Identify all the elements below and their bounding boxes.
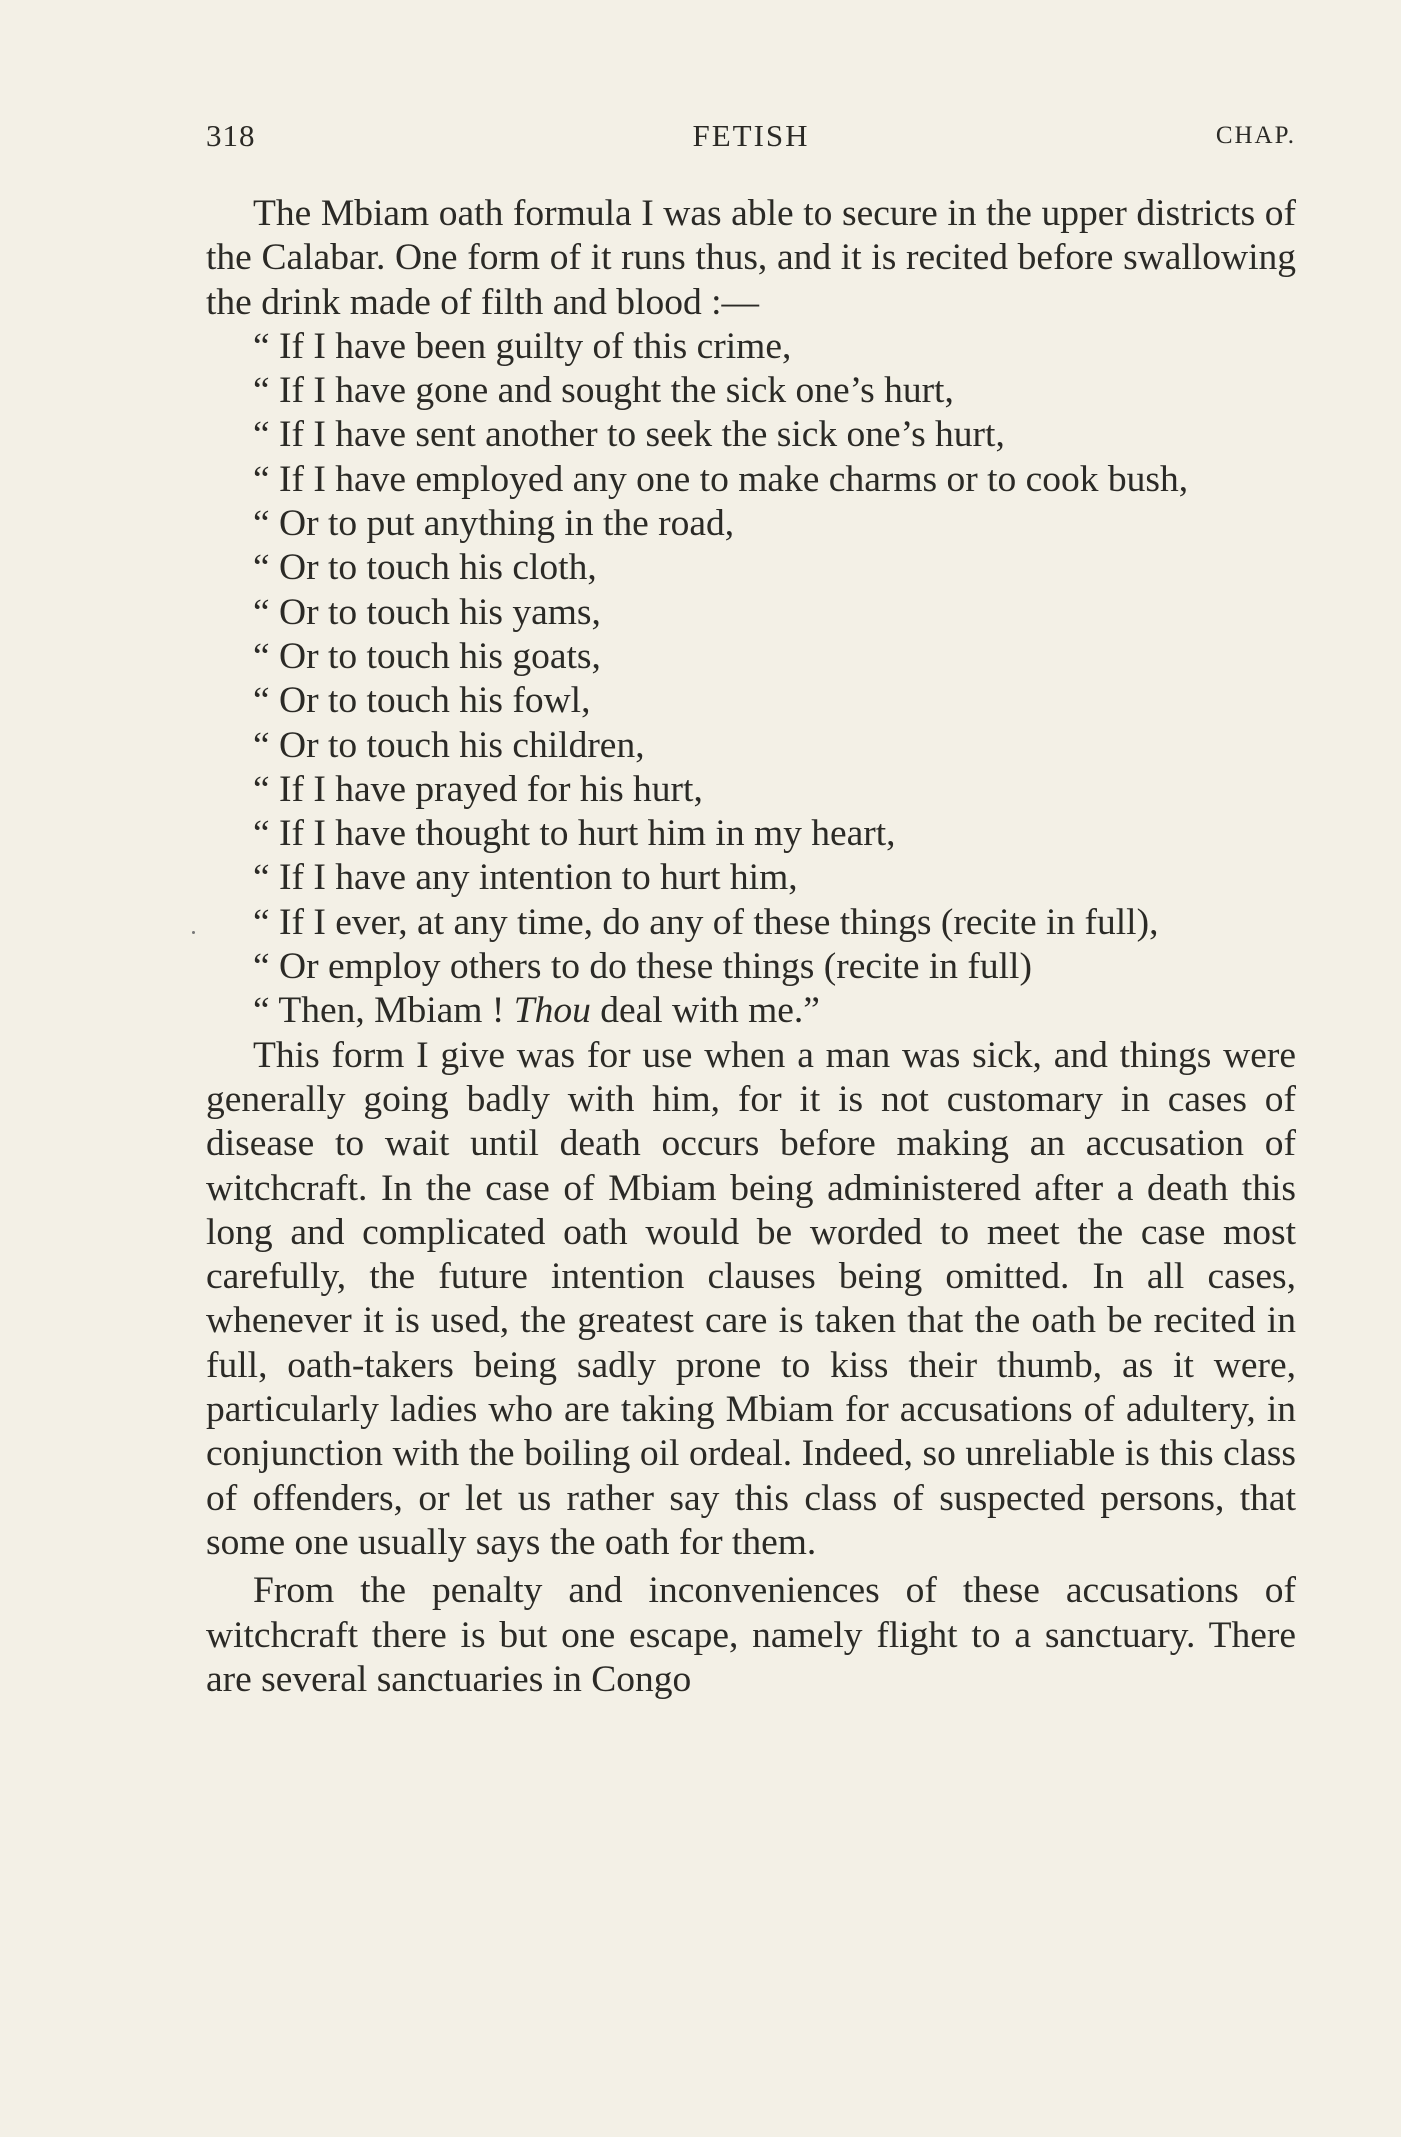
oath-line: “ If I ever, at any time, do any of these things (recite in full), (253, 901, 1159, 943)
oath-final-end: deal with me.” (590, 990, 820, 1032)
page-number: 318 (206, 118, 256, 153)
page-text (206, 192, 1296, 1702)
oath-line: “ Or employ others to do these things (recite in full) (253, 946, 1032, 988)
chapter-label: CHAP. (1215, 122, 1296, 149)
oath-line: “ Or to touch his fowl, (253, 680, 591, 722)
oath-formula (206, 325, 1296, 1034)
oath-line: “ If I have been guilty of this crime, (253, 325, 792, 367)
oath-line: “ If I have sent another to seek the sick one’s hurt, (253, 414, 1005, 456)
oath-final-line (206, 989, 1296, 1033)
running-head (206, 118, 1296, 162)
oath-final-start: “ Then, Mbiam ! (253, 990, 514, 1032)
oath-line: “ If I have prayed for his hurt, (253, 768, 703, 810)
book-page (206, 118, 1296, 1702)
oath-line: “ If I have employed any one to make charms or to cook bush, (253, 458, 1189, 500)
paragraph-3: From the penalty and inconveniences of these accusations of witchcraft there is but one escape, namely flight to a sanctuary. There are several sanctuaries in Congo (206, 1570, 1296, 1700)
oath-line: “ If I have any intention to hurt him, (253, 857, 798, 899)
oath-line: “ Or to touch his cloth, (253, 547, 597, 589)
oath-line: “ If I have thought to hurt him in my heart, (253, 813, 896, 855)
oath-line: “ Or to touch his goats, (253, 635, 601, 677)
oath-line: “ Or to touch his children, (253, 724, 645, 766)
margin-mark (192, 931, 195, 934)
oath-final-italic: Thou (513, 990, 591, 1032)
oath-line: “ Or to touch his yams, (253, 591, 601, 633)
running-title: FETISH (692, 118, 810, 153)
intro-paragraph: The Mbiam oath formula I was able to secure in the upper districts of the Calabar. One form of it runs thus, and it is recited before swallowing the drink made of filth and blood :— (206, 193, 1296, 323)
paragraph-2: This form I give was for use when a man was sick, and things were generally going badly with him, for it is not customary in cases of disease to wait until death occurs before making an accusation of witchcraft. In the case of Mbiam being administered after a death this long and complicated oath would be worded to meet the case most carefully, the future intention clauses being omitted. In all cases, whenever it is used, the greatest care is taken that the oath be recited in full, oath-takers being sadly prone to kiss their thumb, as it were, particularly ladies who are taking Mbiam for accusations of adultery, in conjunction with the boiling oil ordeal. Indeed, so unreliable is this class of offenders, or let us rather say this class of suspected persons, that some one usually says the oath for them. (206, 1034, 1296, 1563)
oath-line: “ If I have gone and sought the sick one’s hurt, (253, 370, 954, 412)
oath-line: “ Or to put anything in the road, (253, 503, 735, 545)
